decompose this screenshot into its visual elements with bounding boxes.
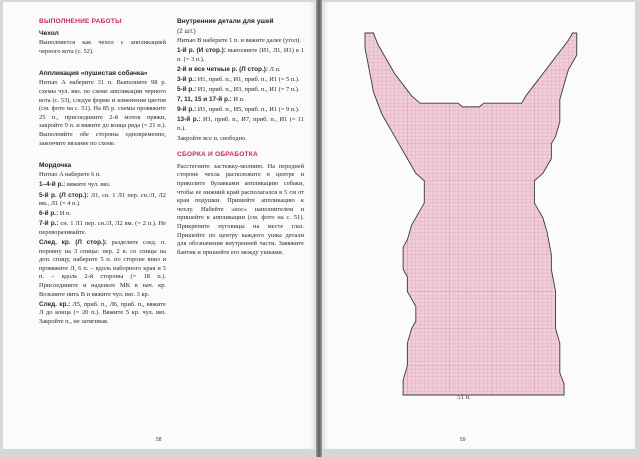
- spacer: [39, 150, 166, 156]
- instruction-text: И п.: [231, 96, 245, 104]
- row-label: 5-й р. (Л стор.):: [39, 191, 89, 199]
- row-label: След. кр.:: [39, 300, 71, 308]
- instruction-paragraph: [177, 96, 304, 105]
- instruction-text: И1, приб. п., И3, приб. п., И1 (= 7 п.).: [196, 86, 300, 94]
- instruction-paragraph: [177, 135, 304, 144]
- instruction-paragraph: [177, 66, 304, 75]
- row-label: 7-й р.:: [39, 220, 59, 228]
- row-label: 1-й р. (И стор.):: [177, 47, 226, 55]
- page-number-right: 59: [460, 437, 466, 443]
- instruction-text: Л п.: [267, 65, 281, 73]
- subsection-heading: Мордочка: [39, 161, 72, 169]
- instruction-text: Нитью A наберите 6 п.: [39, 171, 101, 179]
- spacer: [39, 58, 166, 64]
- instruction-paragraph: [177, 116, 304, 133]
- row-label: 6-й р.:: [39, 210, 59, 218]
- row-label: 13-й р.:: [177, 116, 201, 124]
- instruction-text: выполните (И1, Л1, И1) в 1 п. (= 3 п.).: [177, 47, 305, 63]
- row-label: 5-й р.:: [177, 86, 197, 94]
- instruction-paragraph: [177, 163, 304, 258]
- instruction-text: Нитью B наберите 1 п. и вяжите далее (угол).: [177, 37, 301, 45]
- instruction-text: Расстегните застежку-молнию. На передней стороне чехла расположите в центре и приколите булавками аппликацию собаки, чтобы ее нижний край располагался в 5 см от края подушки. Пришейте аппликацию к чехлу. Набейте «нос» наполнителем и пришейте к аппликации (см. фото на с. 51). Прикрепите пуговицы на месте глаз. Пришейте по центру каждого ушка детали для обозначения внутренней части. Завяжите бантик и пришейте его между ушками.: [177, 162, 304, 256]
- row-label: 3-й р.:: [177, 76, 197, 84]
- instruction-paragraph: [177, 37, 304, 46]
- instruction-text: И п.: [58, 210, 72, 218]
- instruction-paragraph: [39, 210, 166, 219]
- instruction-text: И1, приб. п., И1, приб. п., И1 (= 5 п.).: [196, 76, 300, 84]
- instruction-paragraph: [39, 192, 166, 209]
- row-label: 7, 11, 15 и 17-й р.:: [177, 96, 232, 104]
- instruction-paragraph: [39, 181, 166, 190]
- subsection-heading: Внутренние детали для ушей: [177, 18, 274, 25]
- section-heading: СБОРКА И ОБРАБОТКА: [177, 151, 258, 159]
- row-label: 2-й и все четные р. (Л стор.):: [177, 65, 268, 73]
- instruction-text: разделите след. п. поровну на 3 спицы: пер. 2 в. со спицы на доп. спицу, наберите 5 п. по стороне вниз и провяжите Л, 6 п. – вдоль наборного края и 5 п. – вдоль 2-й стороны (= 18 п.). Присоедините и наденьте МК в нач. кр. Возьмите нить В и вяжите чул. вяз. 3 кр.: [39, 238, 166, 298]
- knitting-chart: [365, 33, 581, 405]
- note-text: (2 шт.): [177, 27, 196, 35]
- subsection-heading: Аппликация «пушистая собачка»: [39, 69, 148, 77]
- instruction-paragraph: [39, 239, 166, 299]
- instruction-text: Выполняется как чехол с аппликацией черного кота (с. 52).: [39, 39, 166, 55]
- instruction-text: Нитью A наберите 31 п. Выполните 98 р. схемы чул. вяз. по схеме аппликации черного кота (с. 53), следуя форме и изменения цветов (см. фото на с. 51). На 85 р. схемы провяжите 25 п., присоедините 2-й моток пряжи, закройте 9 п. и вяжите до конца ряда (= 21 п.). Выполняйте обе стороны одновременно, закончите вязание по схеме.: [39, 79, 166, 147]
- instruction-paragraph: [39, 171, 166, 180]
- chart-stitch-count-caption: 51 п.: [457, 394, 471, 401]
- instruction-paragraph: [39, 79, 166, 148]
- instruction-paragraph: [39, 39, 166, 56]
- instruction-paragraph: [177, 106, 304, 115]
- instruction-text: Л1, сн. 1 Л1 пер. сн./Л, Л2 вм., Л1 (= 4 п.).: [39, 191, 167, 208]
- instruction-text: И1, приб. п., И7, приб. п., И1 (= 11 п.).: [177, 116, 305, 133]
- instruction-paragraph: [177, 86, 304, 95]
- instruction-paragraph: [177, 47, 304, 64]
- instruction-text: Закройте все п. свободно.: [177, 135, 247, 143]
- page-number-left: 58: [156, 437, 162, 443]
- instruction-text: Л5, приб. п., Л6, приб. п., вяжите Л до конца (= 20 п.). Вяжите 5 кр. чул. вяз. Закройте п., не затягивая.: [39, 300, 166, 325]
- left-column-2: [177, 18, 304, 259]
- instruction-text: вяжите чул. вяз.: [65, 181, 111, 189]
- row-label: 9-й р.:: [177, 106, 197, 114]
- row-label: 1–4-й р.:: [39, 181, 66, 189]
- knitting-chart-grid: [365, 33, 581, 395]
- row-label: След. кр. (Л стор.):: [39, 238, 108, 246]
- subsection-heading: Чехол: [39, 29, 59, 37]
- left-column-1: [39, 18, 166, 328]
- instruction-paragraph: [177, 76, 304, 85]
- instruction-paragraph: [39, 301, 166, 327]
- section-heading: ВЫПОЛНЕНИЕ РАБОТЫ: [39, 18, 122, 25]
- instruction-text: И1, приб. п., И5, приб. п., И1 (= 9 п.).: [196, 106, 300, 114]
- instruction-paragraph: [39, 220, 166, 237]
- instruction-text: сн. 1 Л1 пер. сн./Л, Л2 вм. (= 2 п.). Не переворачивайте.: [39, 220, 166, 236]
